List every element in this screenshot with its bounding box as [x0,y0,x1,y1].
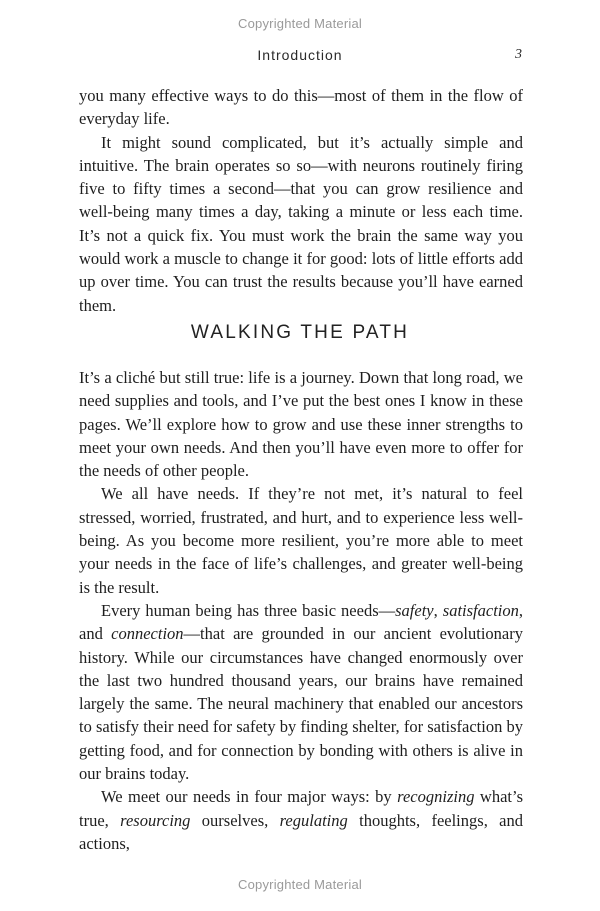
emphasis-regulating: regulating [279,810,348,830]
text-run: , and [79,600,524,644]
emphasis-recognizing: recognizing [397,787,475,807]
page-number: 3 [515,47,522,62]
emphasis-safety: safety [395,600,434,620]
paragraph: It might sound complicated, but it’s actually simple and intuitive. The brain operates so so—with neurons routinely firing five to fifty times a second—that you can grow resilience and well-being many times a day, taking a minute or less each time. It’s not a quick fix. You must work the brain the same way you would work a muscle to change it for good: lots of little efforts add up over time. You can trust the results because you’ll have earned them. [79,132,523,315]
paragraph: We all have needs. If they’re not met, it’s natural to feel stressed, worried, frustrated, and hurt, and to experience less well-being. As you become more resilient, you’re more able to meet your needs in the face of life’s challenges, and greater well-being is the result. [79,484,523,597]
text-run: ourselves, [190,810,280,830]
section-text [79,366,523,855]
running-header [0,47,600,67]
text-run: , [433,600,443,620]
emphasis-resourcing: resourcing [120,810,191,830]
emphasis-connection: connection [111,624,184,644]
paragraph: you many effective ways to do this—most of them in the flow of everyday life. [79,86,523,129]
copyright-watermark-top: Copyrighted Material [238,16,362,31]
paragraph [79,785,523,855]
paragraph: It’s a cliché but still true: life is a journey. Down that long road, we need supplies and tools, and I’ve put the best ones I know in these pages. We’ll explore how to grow and use these inner strengths to meet your own needs. And then you’ll have even more to offer for the needs of other people. [79,368,523,481]
text-run: thoughts, feelings, and actions, [79,810,524,853]
running-title: Introduction [257,47,343,63]
text-run: what’s true, [79,787,523,830]
intro-text [79,84,523,317]
section-heading: WALKING THE PATH [190,322,410,343]
paragraph [79,599,523,785]
text-run: —that are grounded in our ancient evolutionary history. While our circumstances have changed enormously over the last two hundred thousand years, our brains have remained largely the same. The neural machinery that enabled our ancestors to satisfy their need for safety by finding shelter, for satisfaction by getting food, and for connection by bonding with others is alive in our brains today. [79,624,523,784]
text-run: Every human being has three basic needs— [101,600,396,620]
text-run: We meet our needs in four major ways: by [101,787,398,807]
copyright-watermark-bottom: Copyrighted Material [238,877,362,892]
emphasis-satisfaction: satisfaction [442,600,519,620]
